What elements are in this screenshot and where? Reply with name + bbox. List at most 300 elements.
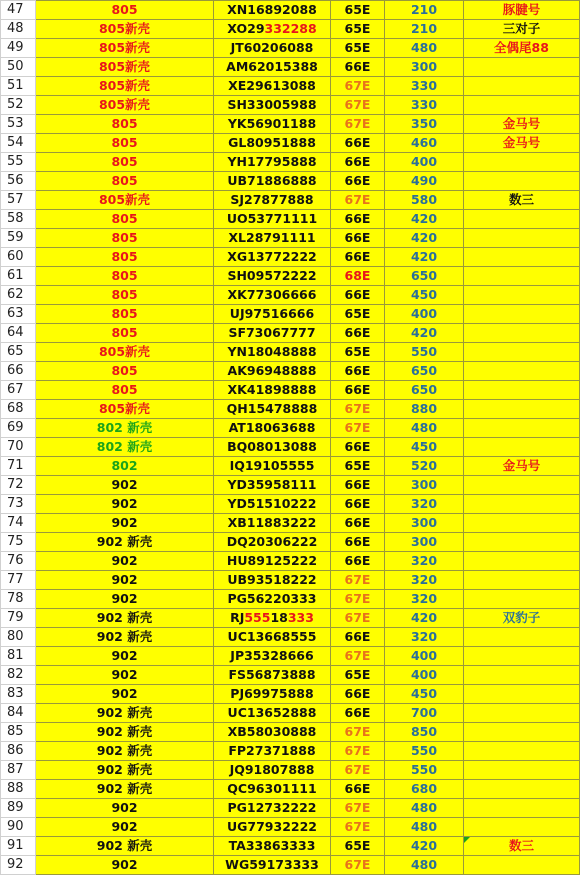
row-number-header[interactable]: 88: [1, 780, 36, 799]
price-cell[interactable]: 330: [385, 96, 464, 115]
plate-cell[interactable]: [214, 704, 331, 723]
plate-cell[interactable]: [214, 647, 331, 666]
model-cell[interactable]: 902 新壳: [36, 704, 214, 723]
model-cell[interactable]: 805: [36, 229, 214, 248]
code-cell[interactable]: 66E: [331, 533, 385, 552]
price-cell[interactable]: 650: [385, 381, 464, 400]
row-number-header[interactable]: 76: [1, 552, 36, 571]
plate-cell[interactable]: [214, 742, 331, 761]
plate-cell[interactable]: [214, 39, 331, 58]
row-number-header[interactable]: 55: [1, 153, 36, 172]
plate-segment: PG12732222: [227, 800, 317, 815]
plate-cell[interactable]: [214, 191, 331, 210]
plate-cell[interactable]: [214, 77, 331, 96]
note-cell[interactable]: 豚腱号: [464, 1, 580, 20]
plate-cell[interactable]: [214, 457, 331, 476]
model-cell[interactable]: 805: [36, 134, 214, 153]
model-cell[interactable]: 805新壳: [36, 400, 214, 419]
table-row: [1, 229, 580, 248]
row-number-header[interactable]: 70: [1, 438, 36, 457]
row-number-header[interactable]: 80: [1, 628, 36, 647]
row-number-header[interactable]: 58: [1, 210, 36, 229]
note-cell[interactable]: [464, 248, 580, 267]
code-cell[interactable]: 66E: [331, 324, 385, 343]
model-cell[interactable]: 802: [36, 457, 214, 476]
plate-cell[interactable]: [214, 723, 331, 742]
row-number-header[interactable]: 59: [1, 229, 36, 248]
model-cell[interactable]: 805: [36, 115, 214, 134]
price-cell[interactable]: 210: [385, 1, 464, 20]
code-cell[interactable]: 67E: [331, 419, 385, 438]
model-cell[interactable]: 902: [36, 590, 214, 609]
price-cell[interactable]: 450: [385, 685, 464, 704]
row-number-header[interactable]: 65: [1, 343, 36, 362]
model-cell[interactable]: 805新壳: [36, 77, 214, 96]
price-cell[interactable]: 700: [385, 704, 464, 723]
model-cell[interactable]: 902: [36, 818, 214, 837]
plate-segment: YD35958111: [227, 477, 317, 492]
model-cell[interactable]: 902 新壳: [36, 533, 214, 552]
code-cell[interactable]: 67E: [331, 742, 385, 761]
code-cell[interactable]: 66E: [331, 495, 385, 514]
price-cell[interactable]: 320: [385, 590, 464, 609]
model-cell[interactable]: 902: [36, 552, 214, 571]
row-number-header[interactable]: 49: [1, 39, 36, 58]
model-cell[interactable]: 802 新壳: [36, 438, 214, 457]
plate-cell[interactable]: [214, 476, 331, 495]
note-cell[interactable]: [464, 818, 580, 837]
plate-cell[interactable]: [214, 438, 331, 457]
model-cell[interactable]: 805新壳: [36, 39, 214, 58]
row-number-header[interactable]: 57: [1, 191, 36, 210]
note-cell[interactable]: 数三: [464, 191, 580, 210]
code-cell[interactable]: 67E: [331, 856, 385, 875]
note-cell[interactable]: [464, 571, 580, 590]
price-cell[interactable]: 420: [385, 324, 464, 343]
code-cell[interactable]: 66E: [331, 438, 385, 457]
model-cell[interactable]: 902 新壳: [36, 742, 214, 761]
model-cell[interactable]: 805: [36, 362, 214, 381]
plate-cell[interactable]: [214, 1, 331, 20]
code-cell[interactable]: 65E: [331, 305, 385, 324]
plate-cell[interactable]: [214, 514, 331, 533]
code-cell[interactable]: 65E: [331, 837, 385, 856]
price-cell[interactable]: 480: [385, 856, 464, 875]
table-row: [1, 780, 580, 799]
price-cell[interactable]: 320: [385, 571, 464, 590]
note-cell[interactable]: [464, 685, 580, 704]
note-cell[interactable]: [464, 476, 580, 495]
plate-cell[interactable]: [214, 628, 331, 647]
code-cell[interactable]: 66E: [331, 286, 385, 305]
price-cell[interactable]: 880: [385, 400, 464, 419]
table-row: [1, 77, 580, 96]
code-cell[interactable]: 65E: [331, 343, 385, 362]
table-row: [1, 590, 580, 609]
code-cell[interactable]: 66E: [331, 476, 385, 495]
model-cell[interactable]: 805: [36, 267, 214, 286]
plate-cell[interactable]: [214, 229, 331, 248]
note-cell[interactable]: [464, 77, 580, 96]
row-number-header[interactable]: 82: [1, 666, 36, 685]
plate-cell[interactable]: [214, 685, 331, 704]
note-cell[interactable]: [464, 419, 580, 438]
note-cell[interactable]: [464, 704, 580, 723]
note-cell[interactable]: [464, 856, 580, 875]
price-cell[interactable]: 650: [385, 362, 464, 381]
plate-segment: YH17795888: [227, 154, 317, 169]
model-cell[interactable]: 805: [36, 248, 214, 267]
price-cell[interactable]: 320: [385, 495, 464, 514]
note-cell[interactable]: [464, 780, 580, 799]
note-cell[interactable]: [464, 286, 580, 305]
price-cell[interactable]: 460: [385, 134, 464, 153]
row-number-header[interactable]: 60: [1, 248, 36, 267]
plate-segment: WG59173333: [225, 857, 319, 872]
plate-cell[interactable]: [214, 20, 331, 39]
code-cell[interactable]: 66E: [331, 248, 385, 267]
note-cell[interactable]: [464, 438, 580, 457]
code-cell[interactable]: 67E: [331, 647, 385, 666]
note-cell[interactable]: [464, 628, 580, 647]
plate-cell[interactable]: [214, 134, 331, 153]
plate-cell[interactable]: [214, 381, 331, 400]
plate-cell[interactable]: [214, 324, 331, 343]
plate-cell[interactable]: [214, 210, 331, 229]
model-cell[interactable]: 805新壳: [36, 191, 214, 210]
row-number-header[interactable]: 91: [1, 837, 36, 856]
price-cell[interactable]: 480: [385, 39, 464, 58]
note-cell[interactable]: [464, 495, 580, 514]
note-cell[interactable]: [464, 666, 580, 685]
note-cell[interactable]: [464, 324, 580, 343]
note-cell[interactable]: 数三: [464, 837, 580, 856]
row-number-header[interactable]: 61: [1, 267, 36, 286]
price-cell[interactable]: 400: [385, 666, 464, 685]
row-number-header[interactable]: 77: [1, 571, 36, 590]
note-cell[interactable]: [464, 723, 580, 742]
note-cell[interactable]: [464, 172, 580, 191]
plate-cell[interactable]: [214, 362, 331, 381]
note-cell[interactable]: [464, 533, 580, 552]
model-cell[interactable]: 902: [36, 856, 214, 875]
table-row: [1, 267, 580, 286]
row-number-header[interactable]: 54: [1, 134, 36, 153]
model-cell[interactable]: 902: [36, 685, 214, 704]
price-cell[interactable]: 420: [385, 609, 464, 628]
row-number-header[interactable]: 51: [1, 77, 36, 96]
plate-cell[interactable]: [214, 552, 331, 571]
row-number-header[interactable]: 79: [1, 609, 36, 628]
model-cell[interactable]: 805: [36, 172, 214, 191]
note-cell[interactable]: 金马号: [464, 457, 580, 476]
code-cell[interactable]: 68E: [331, 267, 385, 286]
price-cell[interactable]: 680: [385, 780, 464, 799]
model-cell[interactable]: 805新壳: [36, 20, 214, 39]
row-number-header[interactable]: 75: [1, 533, 36, 552]
code-cell[interactable]: 67E: [331, 609, 385, 628]
price-cell[interactable]: 490: [385, 172, 464, 191]
plate-cell[interactable]: [214, 172, 331, 191]
plate-cell[interactable]: [214, 96, 331, 115]
plate-segment: YD51510222: [227, 496, 317, 511]
note-cell[interactable]: [464, 381, 580, 400]
plate-segment: XG13772222: [227, 249, 317, 264]
row-number-header[interactable]: 84: [1, 704, 36, 723]
note-cell[interactable]: [464, 362, 580, 381]
code-cell[interactable]: 65E: [331, 20, 385, 39]
price-cell[interactable]: 320: [385, 628, 464, 647]
price-cell[interactable]: 300: [385, 514, 464, 533]
code-cell[interactable]: 65E: [331, 666, 385, 685]
note-cell[interactable]: [464, 305, 580, 324]
plate-cell[interactable]: [214, 343, 331, 362]
row-number-header[interactable]: 67: [1, 381, 36, 400]
table-row: [1, 343, 580, 362]
row-number-header[interactable]: 74: [1, 514, 36, 533]
row-number-header[interactable]: 90: [1, 818, 36, 837]
note-cell[interactable]: [464, 514, 580, 533]
plate-cell[interactable]: [214, 248, 331, 267]
plate-cell[interactable]: [214, 58, 331, 77]
note-cell[interactable]: [464, 400, 580, 419]
row-number-header[interactable]: 48: [1, 20, 36, 39]
note-cell[interactable]: 金马号: [464, 134, 580, 153]
price-cell[interactable]: 480: [385, 799, 464, 818]
note-cell[interactable]: [464, 799, 580, 818]
model-cell[interactable]: 902: [36, 571, 214, 590]
model-cell[interactable]: 805: [36, 1, 214, 20]
note-cell[interactable]: [464, 153, 580, 172]
price-cell[interactable]: 350: [385, 115, 464, 134]
price-cell[interactable]: 300: [385, 533, 464, 552]
plate-cell[interactable]: [214, 818, 331, 837]
code-cell[interactable]: 66E: [331, 381, 385, 400]
row-number-header[interactable]: 64: [1, 324, 36, 343]
code-cell[interactable]: 66E: [331, 514, 385, 533]
plate-cell[interactable]: [214, 419, 331, 438]
price-cell[interactable]: 450: [385, 286, 464, 305]
model-cell[interactable]: 805: [36, 153, 214, 172]
plate-cell[interactable]: [214, 837, 331, 856]
price-cell[interactable]: 420: [385, 248, 464, 267]
code-cell[interactable]: 66E: [331, 229, 385, 248]
price-cell[interactable]: 330: [385, 77, 464, 96]
row-number-header[interactable]: 50: [1, 58, 36, 77]
price-cell[interactable]: 210: [385, 20, 464, 39]
code-cell[interactable]: 65E: [331, 1, 385, 20]
note-cell[interactable]: [464, 229, 580, 248]
model-cell[interactable]: 902: [36, 495, 214, 514]
code-cell[interactable]: 67E: [331, 799, 385, 818]
row-number-header[interactable]: 72: [1, 476, 36, 495]
code-cell[interactable]: 67E: [331, 723, 385, 742]
note-cell[interactable]: [464, 742, 580, 761]
table-row: [1, 685, 580, 704]
code-cell[interactable]: 65E: [331, 457, 385, 476]
plate-cell[interactable]: [214, 856, 331, 875]
model-cell[interactable]: 805新壳: [36, 96, 214, 115]
plate-cell[interactable]: [214, 533, 331, 552]
note-cell[interactable]: [464, 552, 580, 571]
plate-cell[interactable]: [214, 400, 331, 419]
plate-cell[interactable]: [214, 590, 331, 609]
plate-cell[interactable]: [214, 799, 331, 818]
code-cell[interactable]: 66E: [331, 552, 385, 571]
plate-cell[interactable]: [214, 495, 331, 514]
note-cell[interactable]: [464, 58, 580, 77]
row-number-header[interactable]: 66: [1, 362, 36, 381]
table-row: [1, 761, 580, 780]
price-cell[interactable]: 320: [385, 552, 464, 571]
model-cell[interactable]: 902 新壳: [36, 723, 214, 742]
price-cell[interactable]: 550: [385, 343, 464, 362]
code-cell[interactable]: 66E: [331, 628, 385, 647]
price-cell[interactable]: 550: [385, 742, 464, 761]
code-cell[interactable]: 66E: [331, 704, 385, 723]
table-row: [1, 115, 580, 134]
table-row: [1, 381, 580, 400]
row-number-header[interactable]: 86: [1, 742, 36, 761]
code-cell[interactable]: 67E: [331, 191, 385, 210]
price-cell[interactable]: 580: [385, 191, 464, 210]
price-cell[interactable]: 420: [385, 229, 464, 248]
code-cell[interactable]: 67E: [331, 818, 385, 837]
model-cell[interactable]: 802 新壳: [36, 419, 214, 438]
price-cell[interactable]: 400: [385, 647, 464, 666]
row-number-header[interactable]: 63: [1, 305, 36, 324]
code-cell[interactable]: 66E: [331, 153, 385, 172]
row-number-header[interactable]: 81: [1, 647, 36, 666]
row-number-header[interactable]: 78: [1, 590, 36, 609]
model-cell[interactable]: 805: [36, 324, 214, 343]
note-cell[interactable]: 金马号: [464, 115, 580, 134]
plate-cell[interactable]: [214, 267, 331, 286]
plate-cell[interactable]: [214, 305, 331, 324]
model-cell[interactable]: 805: [36, 305, 214, 324]
table-row: [1, 514, 580, 533]
row-number-header[interactable]: 53: [1, 115, 36, 134]
model-cell[interactable]: 902: [36, 647, 214, 666]
model-cell[interactable]: 805: [36, 286, 214, 305]
note-cell[interactable]: [464, 96, 580, 115]
note-cell[interactable]: [464, 343, 580, 362]
plate-cell[interactable]: [214, 666, 331, 685]
note-cell[interactable]: [464, 761, 580, 780]
row-number-header[interactable]: 83: [1, 685, 36, 704]
code-cell[interactable]: 66E: [331, 210, 385, 229]
code-cell[interactable]: 66E: [331, 685, 385, 704]
model-cell[interactable]: 805新壳: [36, 343, 214, 362]
row-number-header[interactable]: 92: [1, 856, 36, 875]
code-cell[interactable]: 66E: [331, 172, 385, 191]
price-cell[interactable]: 400: [385, 153, 464, 172]
code-cell[interactable]: 66E: [331, 58, 385, 77]
price-cell[interactable]: 550: [385, 761, 464, 780]
code-cell[interactable]: 67E: [331, 115, 385, 134]
table-row: [1, 856, 580, 875]
note-cell[interactable]: 全偶尾88: [464, 39, 580, 58]
plate-cell[interactable]: [214, 780, 331, 799]
row-number-header[interactable]: 69: [1, 419, 36, 438]
model-cell[interactable]: 902 新壳: [36, 837, 214, 856]
note-cell[interactable]: 三对子: [464, 20, 580, 39]
model-cell[interactable]: 805: [36, 210, 214, 229]
model-cell[interactable]: 902 新壳: [36, 761, 214, 780]
price-cell[interactable]: 450: [385, 438, 464, 457]
code-cell[interactable]: 67E: [331, 77, 385, 96]
plate-cell[interactable]: [214, 115, 331, 134]
code-cell[interactable]: 66E: [331, 780, 385, 799]
row-number-header[interactable]: 73: [1, 495, 36, 514]
model-cell[interactable]: 902: [36, 514, 214, 533]
price-cell[interactable]: 480: [385, 419, 464, 438]
code-cell[interactable]: 66E: [331, 134, 385, 153]
row-number-header[interactable]: 52: [1, 96, 36, 115]
table-row: [1, 305, 580, 324]
plate-segment: 555: [244, 610, 271, 625]
code-cell[interactable]: 65E: [331, 39, 385, 58]
model-cell[interactable]: 805: [36, 381, 214, 400]
price-cell[interactable]: 300: [385, 58, 464, 77]
table-row: [1, 20, 580, 39]
model-cell[interactable]: 902 新壳: [36, 628, 214, 647]
code-cell[interactable]: 67E: [331, 571, 385, 590]
model-cell[interactable]: 902: [36, 476, 214, 495]
code-cell[interactable]: 67E: [331, 590, 385, 609]
note-cell[interactable]: [464, 210, 580, 229]
plate-segment: IQ19105555: [229, 458, 315, 473]
row-number-header[interactable]: 62: [1, 286, 36, 305]
model-cell[interactable]: 902: [36, 799, 214, 818]
note-cell[interactable]: 双豹子: [464, 609, 580, 628]
code-cell[interactable]: 67E: [331, 96, 385, 115]
price-cell[interactable]: 480: [385, 818, 464, 837]
price-cell[interactable]: 850: [385, 723, 464, 742]
model-cell[interactable]: 902 新壳: [36, 780, 214, 799]
row-number-header[interactable]: 47: [1, 1, 36, 20]
row-number-header[interactable]: 89: [1, 799, 36, 818]
plate-cell[interactable]: [214, 286, 331, 305]
plate-cell[interactable]: [214, 153, 331, 172]
code-cell[interactable]: 67E: [331, 400, 385, 419]
plate-segment: QH15478888: [226, 401, 318, 416]
price-cell[interactable]: 300: [385, 476, 464, 495]
plate-cell[interactable]: [214, 609, 331, 628]
note-cell[interactable]: [464, 647, 580, 666]
row-number-header[interactable]: 71: [1, 457, 36, 476]
price-cell[interactable]: 520: [385, 457, 464, 476]
note-cell[interactable]: [464, 267, 580, 286]
price-cell[interactable]: 420: [385, 837, 464, 856]
price-cell[interactable]: 650: [385, 267, 464, 286]
model-cell[interactable]: 902: [36, 666, 214, 685]
note-cell[interactable]: [464, 590, 580, 609]
row-number-header[interactable]: 56: [1, 172, 36, 191]
model-cell[interactable]: 805新壳: [36, 58, 214, 77]
row-number-header[interactable]: 85: [1, 723, 36, 742]
price-cell[interactable]: 420: [385, 210, 464, 229]
price-cell[interactable]: 400: [385, 305, 464, 324]
plate-cell[interactable]: [214, 761, 331, 780]
code-cell[interactable]: 67E: [331, 761, 385, 780]
row-number-header[interactable]: 68: [1, 400, 36, 419]
code-cell[interactable]: 66E: [331, 362, 385, 381]
model-cell[interactable]: 902 新壳: [36, 609, 214, 628]
row-number-header[interactable]: 87: [1, 761, 36, 780]
table-row: [1, 153, 580, 172]
plate-cell[interactable]: [214, 571, 331, 590]
